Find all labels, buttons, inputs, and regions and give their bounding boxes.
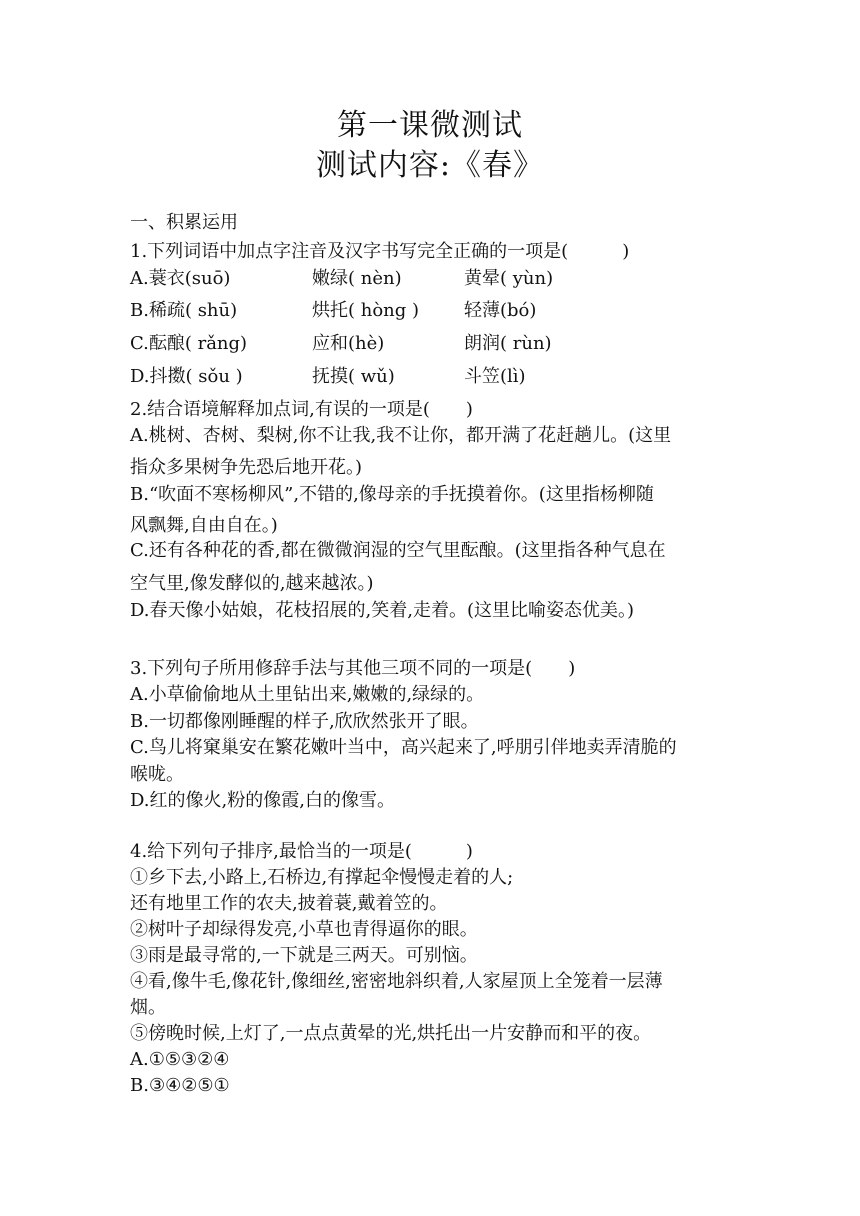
option-a-word-3: 黄晕( yùn) bbox=[464, 268, 554, 289]
question-4-line: 还有地里工作的农夫,披着蓑,戴着笠的。 bbox=[130, 893, 448, 914]
question-4-stem: 4.给下列句子排序,最恰当的一项是( ) bbox=[130, 841, 473, 862]
question-4-option-a: A.①⑤③②④ bbox=[130, 1049, 230, 1070]
page-subtitle: 测试内容:《春》 bbox=[315, 148, 545, 183]
question-3-stem: 3.下列句子所用修辞手法与其他三项不同的一项是( ) bbox=[130, 658, 576, 679]
question-2-line: A.桃树、杏树、梨树,你不让我,我不让你，都开满了花赶趟儿。(这里 bbox=[130, 425, 672, 446]
question-2-line: 指众多果树争先恐后地开花。) bbox=[130, 457, 363, 478]
option-c-word-3: 朗润( rùn) bbox=[464, 333, 552, 354]
question-4-line: ④看,像牛毛,像花针,像细丝,密密地斜织着,人家屋顶上全笼着一层薄 bbox=[130, 971, 663, 992]
option-d-word-1: D.抖擞( sǒu ) bbox=[130, 366, 243, 387]
option-b-word-1: B.稀疏( shū) bbox=[130, 300, 238, 321]
option-d-word-2: 抚摸( wǔ) bbox=[312, 366, 395, 387]
option-c-word-2: 应和(hè) bbox=[312, 333, 385, 354]
option-b-word-3: 轻薄(bó) bbox=[464, 300, 537, 321]
question-2-line: 空气里,像发酵似的,越来越浓。) bbox=[130, 573, 374, 594]
question-4-line: 烟。 bbox=[130, 997, 166, 1018]
question-4-line: ①乡下去,小路上,石桥边,有撑起伞慢慢走着的人; bbox=[130, 867, 514, 888]
question-3-line: A.小草偷偷地从土里钻出来,嫩嫩的,绿绿的。 bbox=[130, 684, 485, 705]
question-2-stem: 2.结合语境解释加点词,有误的一项是( ) bbox=[130, 399, 473, 420]
question-2-line: B.“吹面不寒杨柳风”,不错的,像母亲的手抚摸着你。(这里指杨柳随 bbox=[130, 484, 654, 505]
question-2-line: D.春天像小姑娘，花枝招展的,笑着,走着。(这里比喻姿态优美。) bbox=[130, 600, 634, 621]
question-2-line: C.还有各种花的香,都在微微润湿的空气里酝酿。(这里指各种气息在 bbox=[130, 540, 666, 561]
section-heading: 一、积累运用 bbox=[130, 212, 238, 233]
option-b-word-2: 烘托( hòng ) bbox=[312, 300, 420, 321]
page-title: 第一课微测试 bbox=[337, 108, 523, 143]
question-1-stem: 1.下列词语中加点字注音及汉字书写完全正确的一项是( ) bbox=[130, 241, 630, 262]
question-4-line: ②树叶子却绿得发亮,小草也青得逼你的眼。 bbox=[130, 919, 478, 940]
option-a-word-1: A.蓑衣(suō) bbox=[130, 268, 231, 289]
option-c-word-1: C.酝酿( rǎng) bbox=[130, 333, 248, 354]
question-3-line: C.鸟儿将窠巢安在繁花嫩叶当中，高兴起来了,呼朋引伴地卖弄清脆的 bbox=[130, 737, 677, 758]
question-4-option-b: B.③④②⑤① bbox=[130, 1075, 230, 1096]
option-a-word-2: 嫩绿( nèn) bbox=[312, 268, 402, 289]
question-4-line: ⑤傍晚时候,上灯了,一点点黄晕的光,烘托出一片安静而和平的夜。 bbox=[130, 1023, 652, 1044]
option-d-word-3: 斗笠(lì) bbox=[464, 366, 526, 387]
question-2-line: 风飘舞,自由自在。) bbox=[130, 515, 278, 536]
question-4-line: ③雨是最寻常的,一下就是三两天。可别恼。 bbox=[130, 945, 478, 966]
question-3-line: D.红的像火,粉的像霞,白的像雪。 bbox=[130, 790, 395, 811]
question-3-line: B.一切都像刚睡醒的样子,欣欣然张开了眼。 bbox=[130, 711, 479, 732]
question-3-line: 喉咙。 bbox=[130, 764, 184, 785]
